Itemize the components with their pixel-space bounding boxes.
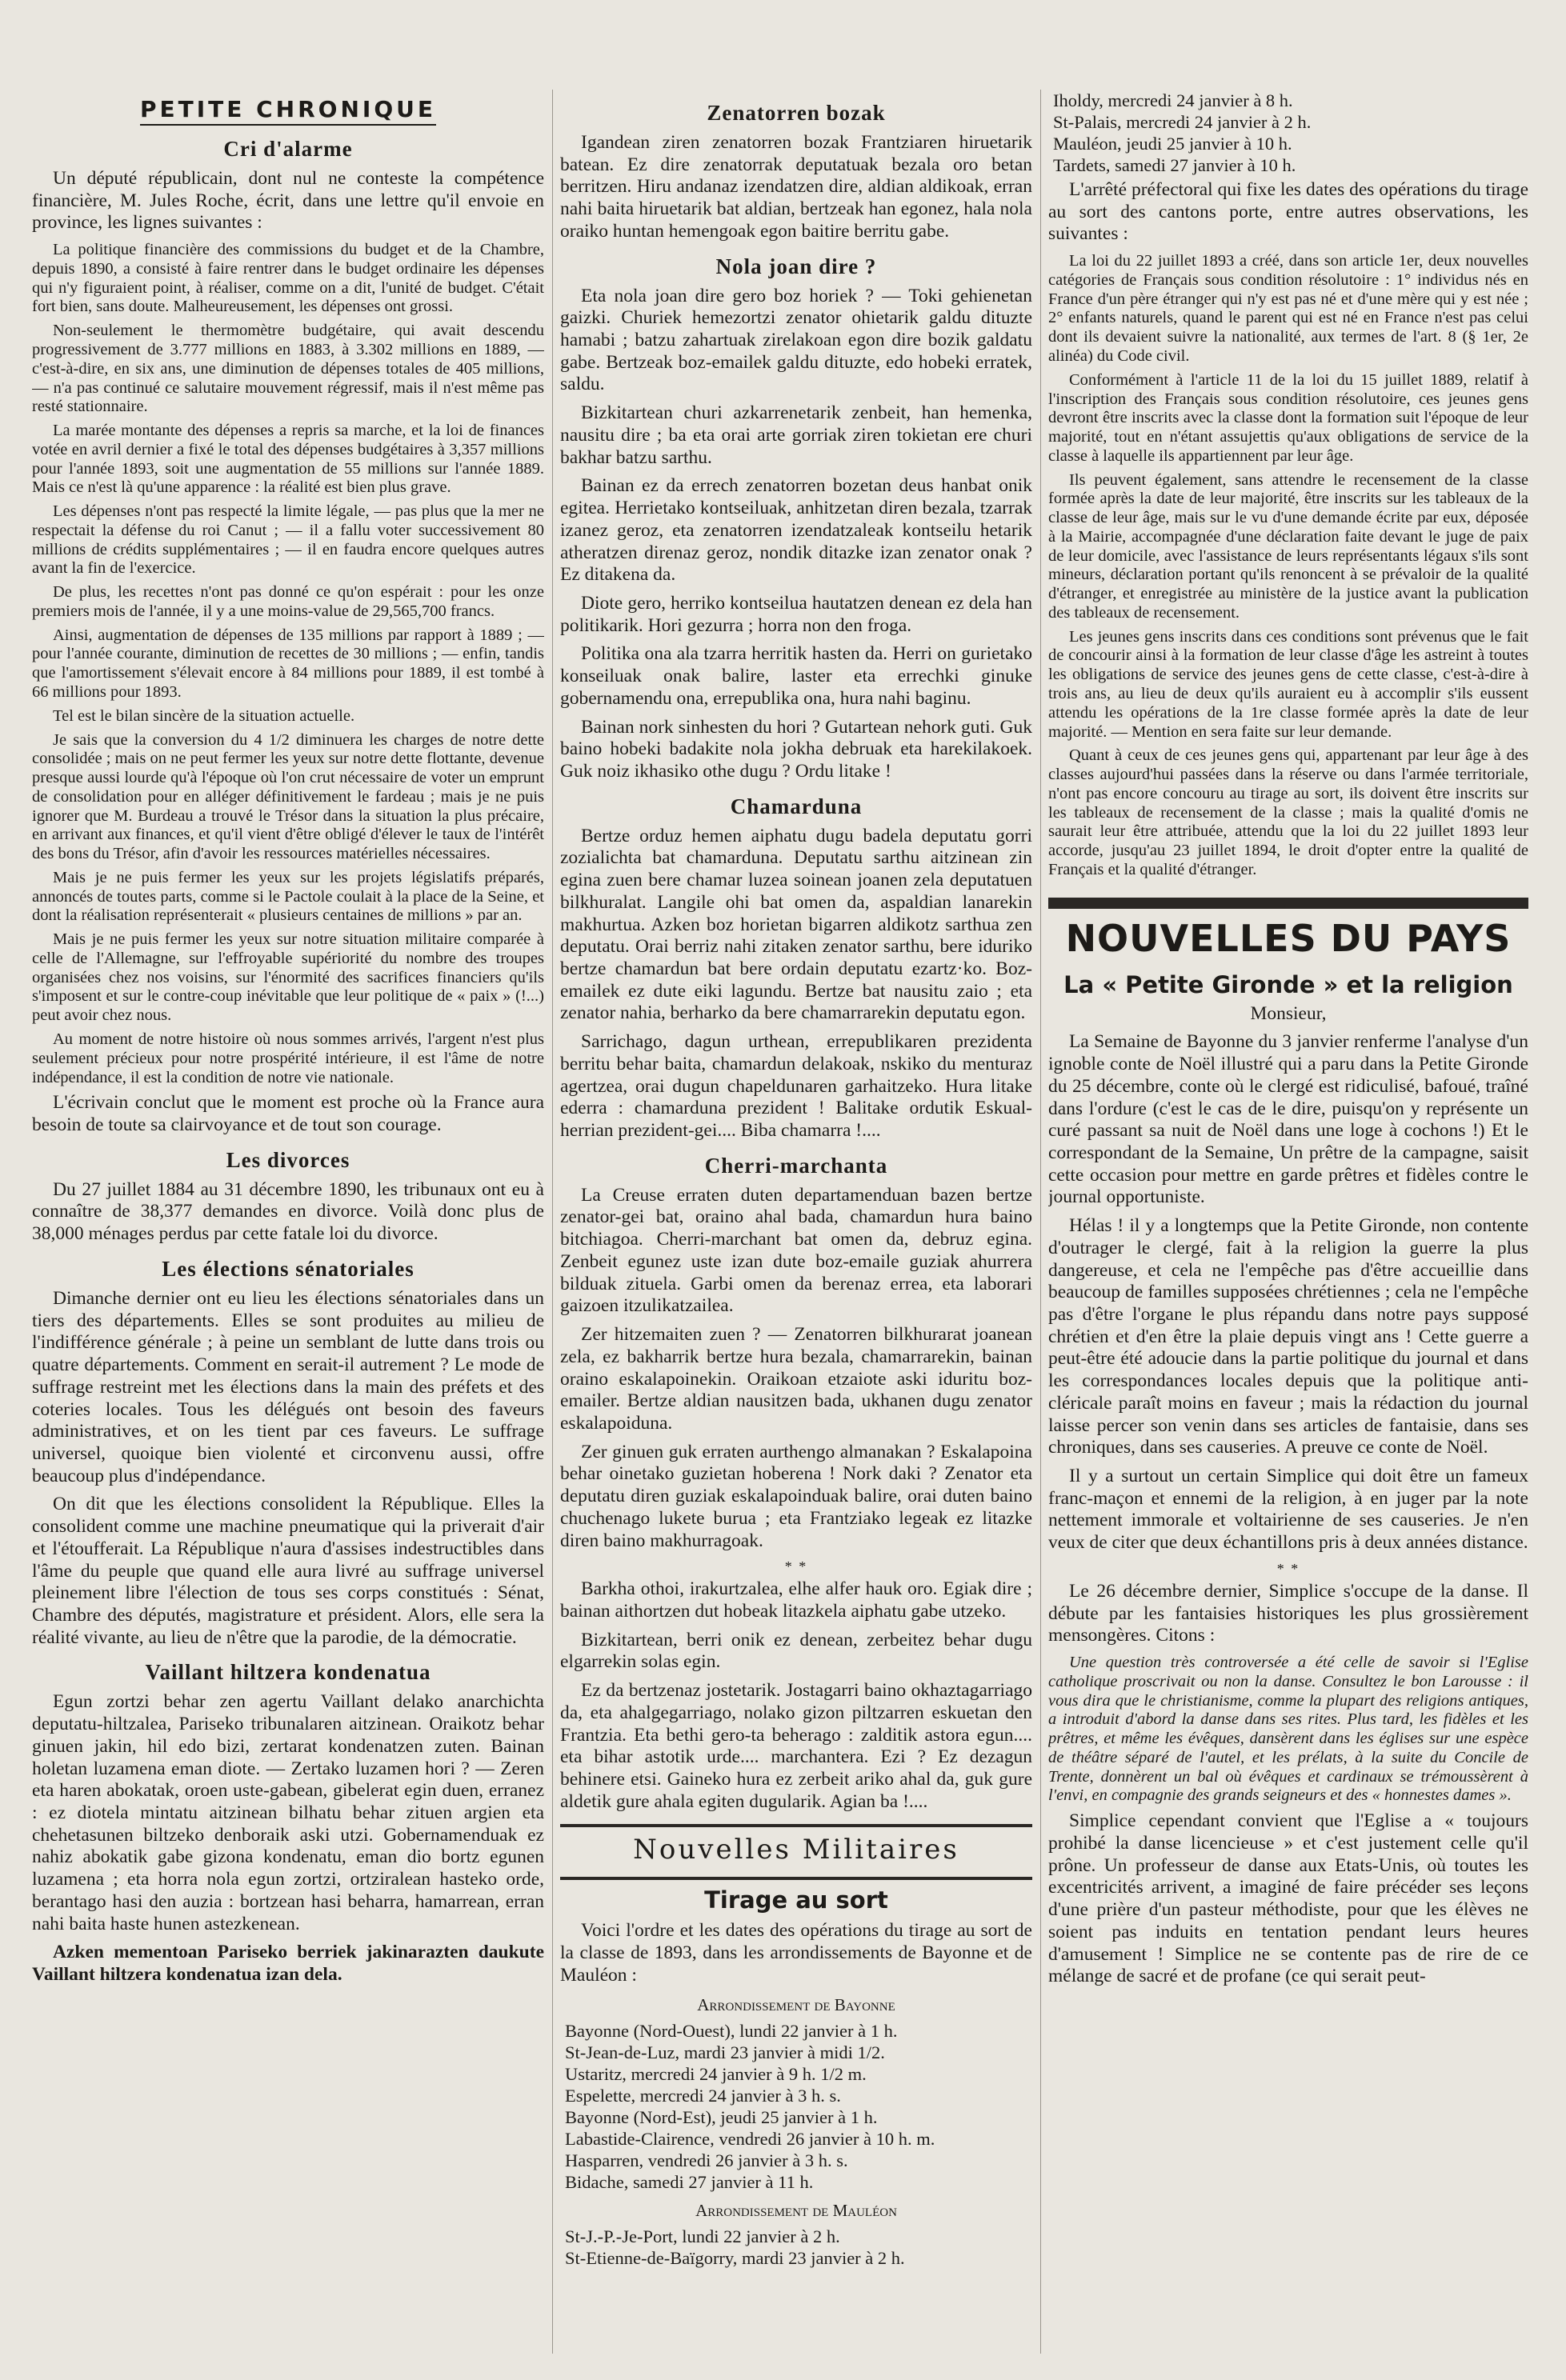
article-title: Les divorces: [226, 1147, 350, 1172]
paragraph: Un député républicain, dont nul ne conteste la compétence financière, M. Jules Roche, écrit, dans une lettre qu'il envoie en province, les lignes suivantes :: [32, 168, 544, 234]
paragraph: Bizkitartean, berri onik ez denean, zerbeitez behar dugu elgarrekin solas egin.: [560, 1629, 1032, 1673]
paragraph: On dit que les élections consolident la République. Elles la consolident comme une machine pneumatique qui la priverait d'air et l'étoufferait. La République n'aura d'assises indestructibles dans l'âme du peuple que quand elle aura livré au suffrage universel pleinement libre l'élection de tous ses corps constitués : Sénat, Chambre des députés, magistrature et président. Alors, elle sera la réalité vivante, au lieu de n'être que la parodie, de la démocratie.: [32, 1494, 544, 1648]
paragraph: Quant à ceux de ces jeunes gens qui, appartenant par leur âge à des classes aujourd'hui passées dans la réserve ou dans l'armée territoriale, n'ont pas encore concouru au tirage au sort, ils doivent être inscrits sur les tableaux de recensement de la classe ; mais la qualité d'omis ne saurait leur être attribuée, attendu que la loi du 22 juillet 1893 leur accorde, jusqu'au 23 juillet 1894, le droit d'opter entre la qualité de Français et la qualité d'étranger.: [1048, 746, 1528, 878]
paragraph: Sarrichago, dagun urthean, errepublikaren prezidenta berritu behar baita, chamardun delakoak, nskiko du menturaz agertzea, orai dugun chapeldunaren garhaitzeko. Hura litake ederra : chamarduna prezident ! Balitake ordutik Eskual-herrian prezident-gei.... Biba chamarra !....: [560, 1031, 1032, 1142]
paragraph: Zer ginuen guk erraten aurthengo almanakan ? Eskalapoina behar oinetako guzietan hoberena ! Nork daki ? Zenator eta deputatu diren guziak eskalapoinduak balire, orai duten baino chuchenago lukete burua ; eta Frantziako legeak ez litazke diren baino makhurragoak.: [560, 1441, 1032, 1551]
list-item: Hasparren, vendredi 26 janvier à 3 h. s.: [565, 2150, 848, 2170]
paragraph: Azken mementoan Pariseko berriek jakinarazten daukute Vaillant hiltzera kondenatua izan dela.: [32, 1942, 544, 1986]
paragraph: Politika ona ala tzarra herritik hasten da. Herri on gurietako konseiluak onak balire, laster eta errechki ginuke gobernamendu ona, errepublika ona, hura nahi baginu.: [560, 643, 1032, 709]
schedule-list: [560, 2020, 1032, 2193]
article-title: Chamarduna: [730, 794, 863, 818]
article-title: Vaillant hiltzera kondenatua: [145, 1660, 431, 1685]
paragraph: Bertze orduz hemen aiphatu dugu badela deputatu gorri zozialichta bat chamarduna. Deputatu sarthu aitzinean zin egina zuen bere chamar luzea soinean joanen zela deputatuen bilkhuralat. Langile ohi bat omen da, aspaldian lanarekin makhurtua. Azken boz horietan bigarren aldikotz sarthua zen deputatu. Orai berriz nahi zitaken zenator sarthu, bere iduriko bertze chamardun bat bere ordain deputatu ezartz·ko. Boz-emailek ez dute eiki lagundu. Bertze bat nausitu zaio ; eta zenator nahia, berharko da bere chamarrarekin deputatu egon.: [560, 825, 1032, 1024]
paragraph: Conformément à l'article 11 de la loi du 15 juillet 1889, relatif à l'inscription des Français sous condition résolutoire, ces jeunes gens devront être inscrits avec la classe dont la formation suit l'époque de leur majorité, tout en n'étant assujettis qu'aux obligations de service de la classe à laquelle ils appartiennent par leur âge.: [1048, 370, 1528, 465]
paragraph: Ils peuvent également, sans attendre le recensement de la classe formée après la date de leur majorité, être inscrits sur les tableaux de la classe de leur âge, mais sur le vu d'une demande écrite par eux, déposée à la Mairie, accompagnée d'une déclaration faite devant le juge de paix de leur domicile, avec l'assistance de leurs représentants légaux s'ils sont mineurs, déclaration portant qu'ils renoncent à se prévaloir de la qualité d'étranger, et enregistrée au ministère de la justice avant la publication des tableaux de recensement.: [1048, 470, 1528, 622]
subheading: Arrondissement de Bayonne: [697, 1994, 895, 2014]
quote-paragraph: Mais je ne puis fermer les yeux sur notre situation militaire comparée à celle de l'Allemagne, sur l'effroyable supériorité du nombre des troupes organisées chez nos voisins, sur l'énormité des sacrifices financiers qu'ils s'imposent et sur le contre-coup inévitable que leur politique de « paix » (!...) peut avoir chez nous.: [32, 930, 544, 1025]
quote-paragraph: Au moment de notre histoire où nous sommes arrivés, l'argent n'est plus seulement précieux pour notre prospérité intérieure, il est l'âme de notre indépendance, il est la condition de notre vie nationale.: [32, 1030, 544, 1086]
article-title: Zenatorren bozak: [707, 101, 886, 125]
quote-paragraph: Je sais que la conversion du 4 1/2 diminuera les charges de notre dette consolidée ; mais on ne peut fermer les yeux sur notre dette flottante, devenue presque aussi lourde qu'à l'époque où l'on crut nécessaire de voter un emprunt de consolidation pour en alléger définitivement le fardeau ; mais je ne puis ignorer que M. Burdeau a trouvé le Trésor dans la situation la plus précaire, en arrivant aux finances, et qu'il vient d'être obligé d'élever le taux de l'intérêt des bons du Trésor, afin d'avoir les ressources matérielles nécessaires.: [32, 730, 544, 863]
list-item: St-Etienne-de-Baïgorry, mardi 23 janvier à 2 h.: [565, 2247, 905, 2268]
quote-paragraph: Une question très controversée a été celle de savoir si l'Eglise catholique proscrivait ou non la danse. Consultez le bon Larousse : il vous dira que le christianisme, comme la plupart des religions antiques, a introduit d'abord la danse dans ses rites. Plus tard, les fidèles et les prêtres, et même les évêques, dansèrent dans les églises sur une espèce de théâtre séparé de l'autel, et les prélats, à la suite du Concile de Trente, donnèrent un bal où évêques et cardinaux se trémoussèrent à l'envi, en compagnie des grands seigneurs et des « honnestes dames ».: [1048, 1654, 1528, 1805]
subheading: Arrondissement de Mauléon: [695, 2200, 897, 2220]
paragraph: Du 27 juillet 1884 au 31 décembre 1890, les tribunaux ont eu à connaître de 38,377 demandes en divorce. Voilà donc plus de 38,000 ménages perdus par cette fatale loi du divorce.: [32, 1178, 544, 1245]
paragraph: Voici l'ordre et les dates des opérations du tirage au sort de la classe de 1893, dans les arrondissements de Bayonne et de Mauléon :: [560, 1920, 1032, 1986]
paragraph: Ez da bertzenaz jostetarik. Jostagarri baino okhaztagarriago da, eta ahalgegarriago, nolako gizon piltzarren eskuetan den Frantzia. Eta bethi gero-ta beherago : zalditik astora egun.... eta bihar astotik urde.... marchantera. Ezi ? Ez dezagun behinere etsi. Gaineko hura ez zerbeit ariko ahal da, guk gure aldetik gure ahala egiten dugularik. Agian ba !....: [560, 1680, 1032, 1812]
quote-paragraph: Non-seulement le thermomètre budgétaire, qui avait descendu progressivement de 3.777 millions en 1883, à 3.302 millions en 1889, — c'est-à-dire, en six ans, une diminution de dépenses totales de 405 millions, — n'a pas continué ce salutaire mouvement régressif, mais il n'est même pas resté stationnaire.: [32, 322, 544, 416]
quote-paragraph: Ainsi, augmentation de dépenses de 135 millions par rapport à 1889 ; — pour l'année courante, diminution de recettes de 30 millions ; — enfin, tandis que l'amortissement s'élevait encore à 84 millions pour 1889, il est tombé à 66 millions pour 1893.: [32, 626, 544, 701]
paragraph: Egun zortzi behar zen agertu Vaillant delako anarchichta deputatu-hiltzalea, Pariseko tribunalaren aitzinean. Oraikotz behar ginuen jakin, hil edo bizi, zertarat kondenatzen zuten. Bainan holetan luzamena eman diote. — Zertako luzamen hori ? — Zeren eta haren abokatak, oroen uste-gabean, gibelerat egin duen, erranez : ez diotela mintatu aitzinean bilhatu behar zituen argien eta chehetasunen biltzeko denboraik aski utzi. Gobernamenduak ez nahiz abokatik gabe gizona kondenatu, eman dio bortz egunen luzamena ; eta horra nola egun zortzi, ortziralean hasteko orde, berantago hasi den auzia : bortzean hasi beharra, hamarrean, erran nahi baita haste hunen astezkenean.: [32, 1691, 544, 1934]
paragraph: Diote gero, herriko kontseilua hautatzen denean ez dela han politikarik. Hori gezurra ; horra non den froga.: [560, 592, 1032, 636]
paragraph: Les jeunes gens inscrits dans ces conditions sont prévenus que le fait de concourir ainsi à la formation de leur classe d'âge les astreint à toutes les obligations de service des jeunes gens de cette classe, c'est-à-dire à trois ans, au lieu de deux qu'ils auraient eu à accomplir s'ils eussent attendu les opérations de la 1re classe formée après la date de leur majorité. — Mention en sera faite sur leur demande.: [1048, 627, 1528, 741]
list-item: Tardets, samedi 27 janvier à 10 h.: [1053, 155, 1296, 175]
quote-paragraph: Les dépenses n'ont pas respecté la limite légale, — pas plus que la mer ne respectait la défense du roi Canut ; — il a fallu voter successivement 80 millions de crédits supplémentaires ; — il en faudra encore quelques autres avant la fin de l'exercice.: [32, 502, 544, 578]
paragraph: Bainan nork sinhesten du hori ? Gutartean nehork guti. Guk baino hobeki badakite nola jokha debruak eta harekilakoek. Guk noiz ikhasiko othe dugu ? Ordu litake !: [560, 716, 1032, 782]
column-2: [560, 90, 1032, 2354]
paragraph: Bainan ez da errech zenatorren bozetan deus hanbat onik egitea. Herrietako kontseiluak, anhitzetan diren bezala, tzarrak izanez geroz, eta zenatorren izendatzaleak kontseilu hetarik atheratzen direnaz geroz, nondik ditazke izan zenator onak ? Ez ditakena da.: [560, 475, 1032, 586]
section-separator: * *: [1276, 1560, 1300, 1577]
quote-paragraph: La marée montante des dépenses a repris sa marche, et la loi de finances votée en avril dernier a fixé le total des dépenses budgétaires à 3,357 millions pour l'année 1893, soit une augmentation de 55 millions sur l'année 1889. Mais ce n'est là qu'une apparence : la réalité est bien plus grave.: [32, 422, 544, 497]
paragraph: L'arrêté préfectoral qui fixe les dates des opérations du tirage au sort des cantons porte, entre autres observations, les suivantes :: [1048, 179, 1528, 245]
paragraph: Igandean ziren zenatorren bozak Frantziaren hiruetarik batean. Ez dire zenatorrak deputatuak bezala oro betan berritzen. Hiru andanaz izendatzen dire, aldian aldikoak, erran nahi baita hiruetarik bat aldian, bertzeak han egonez, hala nola oraiko huntan hemengoak egon baitire berritu gabe.: [560, 132, 1032, 242]
list-item: Ustaritz, mercredi 24 janvier à 9 h. 1/2 m.: [565, 2063, 867, 2084]
section-title: NOUVELLES DU PAYS: [1065, 916, 1512, 960]
article-title: Nola joan dire ?: [715, 254, 877, 278]
paragraph: L'écrivain conclut que le moment est proche où la France aura besoin de toute sa clairvoyance et de tout son courage.: [32, 1092, 544, 1136]
list-item: Bidache, samedi 27 janvier à 11 h.: [565, 2171, 814, 2192]
paragraph: Eta nola joan dire gero boz horiek ? — Toki gehienetan gaizki. Churiek hemezortzi zenator ohietarik galdu dituzte hamabi ; batzu zahartuak zirelakoan egon dire bozik galdatu gabe. Bertzeak boz-emailek galdu dituzte, edo hobeki erratek, saldu.: [560, 285, 1032, 395]
list-item: Mauléon, jeudi 25 janvier à 10 h.: [1053, 134, 1292, 154]
paragraph: Zer hitzemaiten zuen ? — Zenatorren bilkhurarat joanean zela, ez bakharrik bertze hura bezala, chamarrarekin, bainan oraino eskalapoinekin. Oraikoan etzaiote aski iduritu boz-emailer. Bertze aldian nausitzen bada, ukhanen dugu zenator eskalapoiduna.: [560, 1324, 1032, 1434]
paragraph: La Semaine de Bayonne du 3 janvier renferme l'analyse d'un ignoble conte de Noël illustré qui a paru dans la Petite Gironde du 25 décembre, conte où le clergé est ridiculisé, bafoué, traîné dans l'ordure (c'est le cas de le dire, puisqu'on y représente un curé passant sa nuit de Noël dans une loge à cochons !) Et le correspondant de la Semaine, Un prêtre de la campagne, saisit cette occasion pour mettre en garde prêtres et fidèles contre le journal opportuniste.: [1048, 1031, 1528, 1208]
list-item: St-Palais, mercredi 24 janvier à 2 h.: [1053, 112, 1312, 132]
quote-paragraph: Mais je ne puis fermer les yeux sur les projets législatifs préparés, annoncés de toutes parts, comme si le Pactole coulait à la place de la Seine, et dont la réalisation représenterait « plusieurs centaines de millions » par an.: [32, 868, 544, 925]
rule-line: [560, 1824, 1032, 1827]
article-title: Cherri-marchanta: [704, 1153, 888, 1178]
paragraph: Hélas ! il y a longtemps que la Petite Gironde, non contente d'outrager le clergé, fait à la religion la guerre la plus dangereuse, et cela ne l'empêche pas d'être accueillie dans beaucoup de familles supposées chrétiennes ; cela ne l'empêche pas d'être l'organe le plus répandu dans notre pays supposé chrétien et d'en être la plaie depuis vingt ans ! Cette guerre a peut-être été adoucie dans la partie politique du journal et dans les correspondances locales depuis que la politique anti-cléricale paraît moins en faveur ; mais la rédaction du journal laisse percer son venin dans ses articles de fantaisie, dans ses chroniques, dans ses causeries. A preuve ce conte de Noël.: [1048, 1215, 1528, 1458]
section-separator: * *: [784, 1558, 808, 1575]
schedule-list: [560, 2226, 1032, 2269]
schedule-list: [1048, 90, 1528, 176]
list-item: Bayonne (Nord-Est), jeudi 25 janvier à 1 h.: [565, 2106, 878, 2127]
article-title: Cri d'alarme: [223, 137, 353, 161]
column-3: [1048, 90, 1528, 2354]
list-item: St-J.-P.-Je-Port, lundi 22 janvier à 2 h.: [565, 2226, 840, 2246]
column-divider: [1040, 90, 1041, 2354]
rule-band: [1048, 898, 1528, 909]
paragraph: Barkha othoi, irakurtzalea, elhe alfer hauk oro. Egiak dire ; bainan aithortzen dut hobeak litazkela aiphatu gabe utzeko.: [560, 1578, 1032, 1622]
quote-paragraph: De plus, les recettes n'ont pas donné ce qu'on espérait : pour les onze premiers mois de l'année, il y a une moins-value de 29,565,700 francs.: [32, 583, 544, 620]
column-1: [32, 90, 544, 2354]
paragraph: Dimanche dernier ont eu lieu les élections sénatoriales dans un tiers des départements. Elles se sont produites au milieu de l'indifférence générale ; à peine un semblant de lutte dans trois ou quatre départements. Comment en serait-il autrement ? Le mode de suffrage restreint met les élections dans la main des préfets et des coteries locales. Tous les délégués ont besoin des faveurs administratives, et on les tient par ces faveurs. Le suffrage universel, quoique bien violenté et circonvenu aussi, offre beaucoup plus d'indépendance.: [32, 1287, 544, 1486]
section-title: PETITE CHRONIQUE: [32, 96, 544, 126]
article-title: Les élections sénatoriales: [162, 1256, 415, 1281]
column-divider: [552, 90, 553, 2354]
quote-paragraph: Tel est le bilan sincère de la situation actuelle.: [53, 706, 355, 725]
section-title: Nouvelles Militaires: [633, 1834, 959, 1866]
salutation: Monsieur,: [1250, 1002, 1327, 1024]
paragraph: Bizkitartean churi azkarrenetarik zenbeit, han hemenka, nausitu dire ; ba eta orai arte gorriak ziren tokietan ere churi bakhar batzu sarthu.: [560, 402, 1032, 468]
paragraph: Le 26 décembre dernier, Simplice s'occupe de la danse. Il débute par les fantaisies historiques les plus grossièrement mensongères. Citons :: [1048, 1580, 1528, 1646]
list-item: Labastide-Clairence, vendredi 26 janvier à 10 h. m.: [565, 2128, 935, 2149]
rule-line: [560, 1877, 1032, 1880]
paragraph: Simplice cependant convient que l'Eglise a « toujours prohibé la danse licencieuse » et c'est justement celle qu'il prône. Un professeur de danse aux Etats-Unis, où toutes les excentricités arrivent, a imaginé de faire précéder ses leçons d'une prière d'un pasteur méthodiste, pour que les élèves ne soient pas induits en tentation pendant leurs heures d'amusement ! Simplice ne se contente pas de rire de ce mélange de sacré et de profane (ce qui serait peut-: [1048, 1810, 1528, 1987]
list-item: Bayonne (Nord-Ouest), lundi 22 janvier à 1 h.: [565, 2020, 898, 2041]
list-item: St-Jean-de-Luz, mardi 23 janvier à midi 1/2.: [565, 2042, 885, 2062]
paragraph: La loi du 22 juillet 1893 a créé, dans son article 1er, deux nouvelles catégories de Français sous condition résolutoire : 1° individus nés en France d'un père étranger qui n'y est pas né et d'une mère qui y est née ; 2° enfants naturels, quand le parent qui est né en France n'est pas celui dont ils devaient suivre la nationalité, aux termes de l'art. 8 (§ 1er, 2e alinéa) du Code civil.: [1048, 252, 1528, 365]
article-title: La « Petite Gironde » et la religion: [1063, 970, 1513, 998]
paragraph: La Creuse erraten duten departamenduan bazen bertze zenator-gei bat, oraino ahal bada, chamardun hura baino bitchiagoa. Cherri-marchant bat omen da, debruz egina. Zenbeit egunez uste izan dute boz-emaile guziak ahurrera bilduak zituela. Garbi omen da berenaz erreа, eta laborari gaizoen itzulikatzailea.: [560, 1184, 1032, 1317]
list-item: Iholdy, mercredi 24 janvier à 8 h.: [1053, 90, 1293, 110]
article-title: Tirage au sort: [704, 1886, 888, 1914]
list-item: Espelette, mercredi 24 janvier à 3 h. s.: [565, 2085, 841, 2106]
paragraph: Il y a surtout un certain Simplice qui doit être un fameux franc-maçon et ennemi de la religion, à en juger par la note nettement immorale et voltairienne de ses causeries. Je n'en veux de citer que deux échantillons pris à deux années distance.: [1048, 1466, 1528, 1554]
quote-paragraph: La politique financière des commissions du budget et de la Chambre, depuis 1890, a consisté à faire rentrer dans le budget ordinaire les dépenses qui n'y figuraient point, à réaliser, comme on a dit, l'unité de budget. C'était fort bien, sans doute. Malheureusement, les dépenses ont grossi.: [32, 241, 544, 316]
